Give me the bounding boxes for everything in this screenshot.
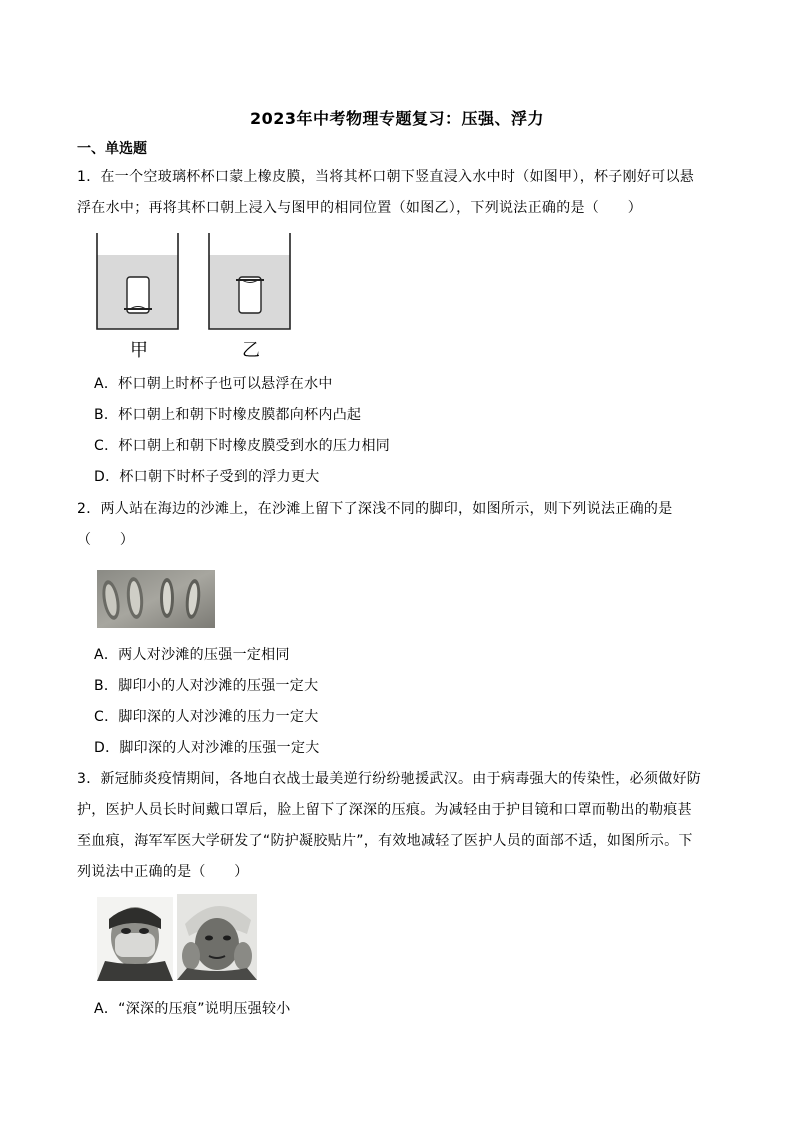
- q1-stem-line-1: 1．在一个空玻璃杯杯口蒙上橡皮膜，当将其杯口朝下竖直浸入水中时（如图甲），杯子刚好可以悬: [77, 169, 695, 185]
- q3-stem-line-4: 列说法中正确的是（ ）: [77, 864, 249, 880]
- q1-beaker-figure: [90, 230, 300, 335]
- q2-option-d[interactable]: D．脚印深的人对沙滩的压强一定大: [94, 740, 320, 756]
- q1-stem-line-2: 浮在水中；再将其杯口朝上浸入与图甲的相同位置（如图乙），下列说法正确的是（ ）: [77, 200, 642, 216]
- page-title: 2023年中考物理专题复习：压强、浮力: [249, 109, 545, 128]
- figure-label-jia: 甲: [130, 340, 148, 361]
- beaker-yi: [209, 233, 290, 329]
- figure-label-yi: 乙: [242, 340, 260, 361]
- beaker-jia: [97, 233, 178, 329]
- q1-option-c[interactable]: C．杯口朝上和朝下时橡皮膜受到水的压力相同: [94, 438, 391, 454]
- section-heading: 一、单选题: [77, 141, 147, 157]
- q1-option-d[interactable]: D．杯口朝下时杯子受到的浮力更大: [94, 469, 320, 485]
- medic-photo-2: [177, 894, 257, 980]
- q3-stem-line-3: 至血痕，海军军医大学研发了“防护凝胶贴片”，有效地减轻了医护人员的面部不适，如图所示。下: [77, 833, 693, 849]
- q2-stem-line-2: （ ）: [77, 532, 135, 548]
- q2-option-a[interactable]: A．两人对沙滩的压强一定相同: [94, 647, 290, 663]
- cup-mouth-down: [127, 277, 149, 313]
- q2-option-c[interactable]: C．脚印深的人对沙滩的压力一定大: [94, 709, 319, 725]
- footprints-photo: [97, 570, 215, 628]
- medic-photo-1: [97, 897, 173, 981]
- q2-stem-line-1: 2．两人站在海边的沙滩上，在沙滩上留下了深浅不同的脚印，如图所示，则下列说法正确的是: [77, 501, 673, 517]
- q3-option-a[interactable]: A．“深深的压痕”说明压强较小: [94, 1001, 291, 1017]
- q1-option-a[interactable]: A．杯口朝上时杯子也可以悬浮在水中: [94, 376, 333, 392]
- q1-option-b[interactable]: B．杯口朝上和朝下时橡皮膜都向杯内凸起: [94, 407, 362, 423]
- q3-stem-line-2: 护，医护人员长时间戴口罩后，脸上留下了深深的压痕。为减轻由于护目镜和口罩而勒出的勒痕甚: [77, 802, 692, 818]
- q2-option-b[interactable]: B．脚印小的人对沙滩的压强一定大: [94, 678, 319, 694]
- q3-stem-line-1: 3．新冠肺炎疫情期间，各地白衣战士最美逆行纷纷驰援武汉。由于病毒强大的传染性，必须做好防: [77, 771, 702, 787]
